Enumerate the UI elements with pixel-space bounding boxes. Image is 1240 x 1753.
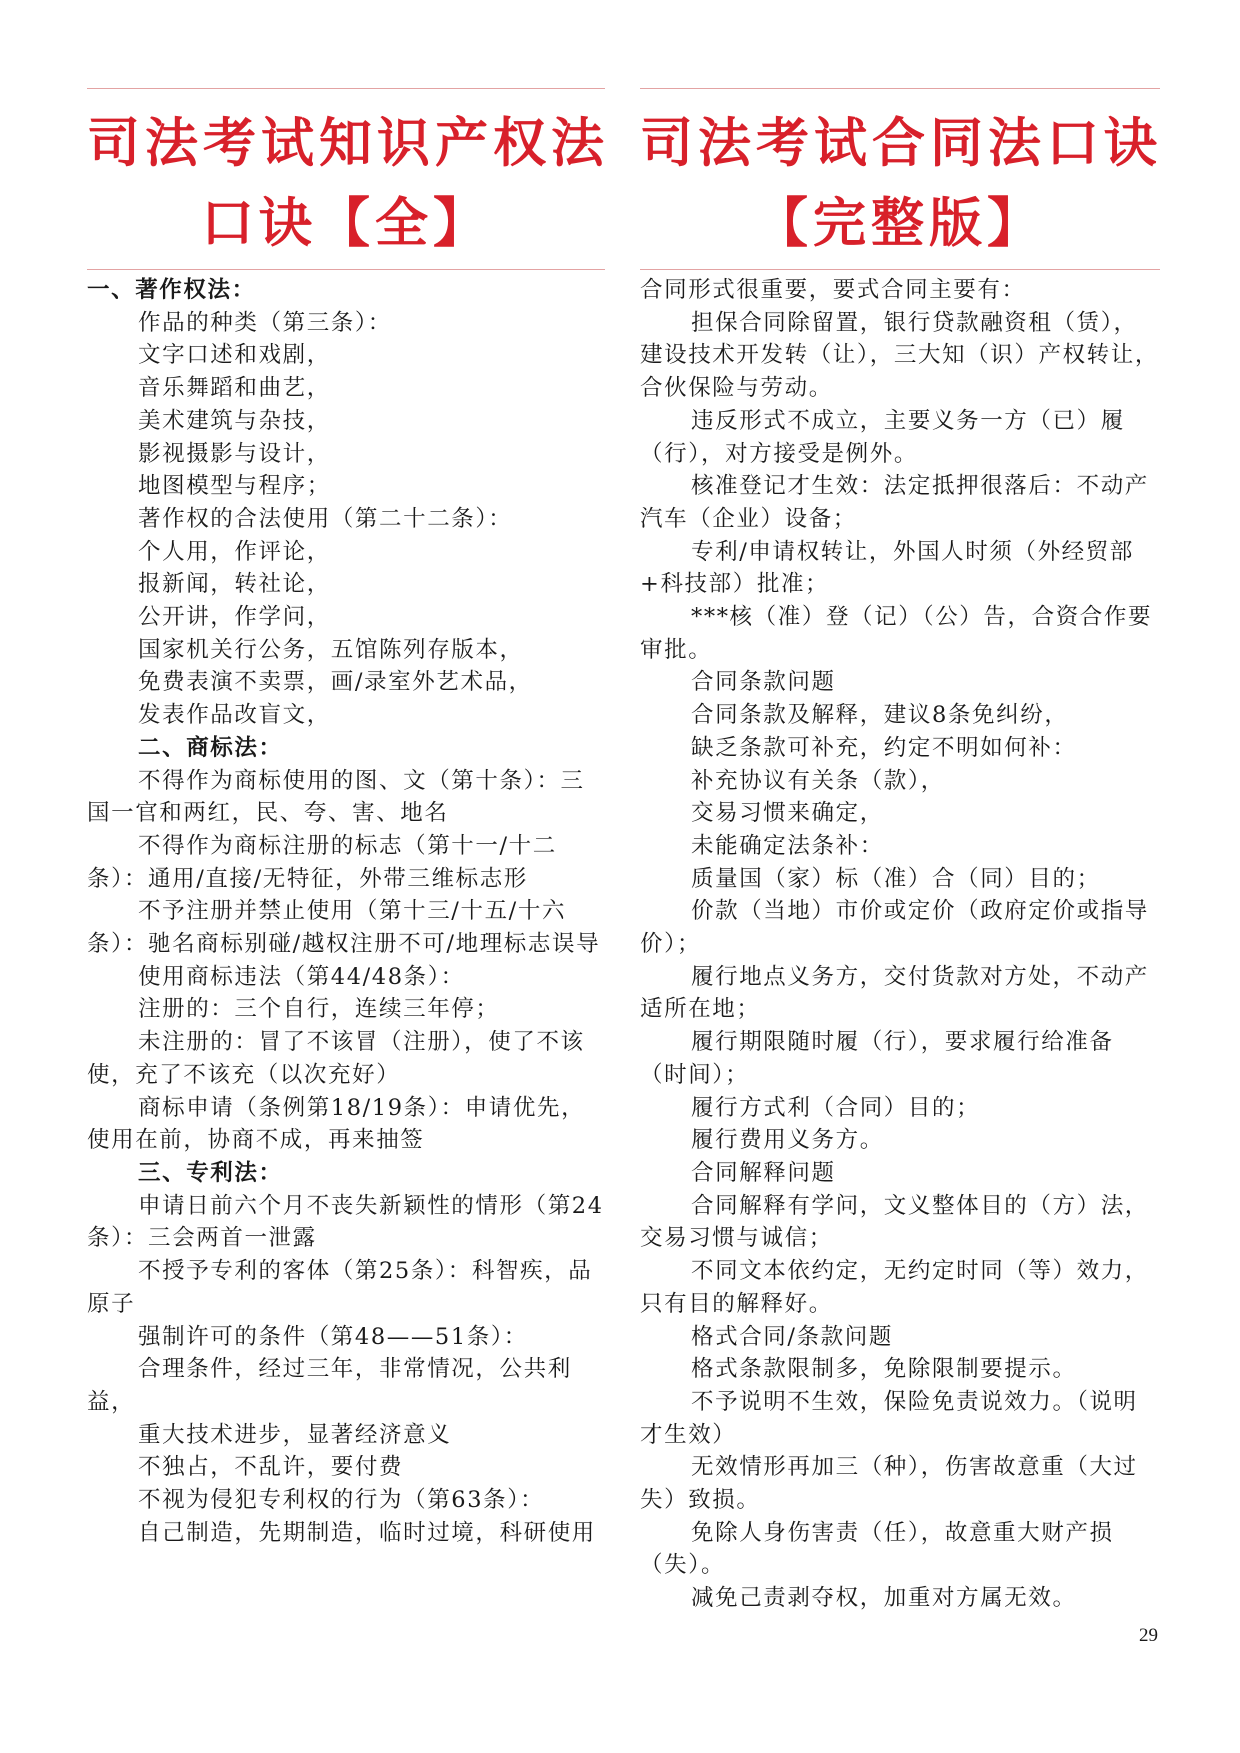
paragraph: 交易习惯来确定， — [691, 800, 884, 827]
paragraph: 免费表演不卖票，画/录室外艺术品， — [138, 669, 533, 696]
section-heading: 二、商标法： — [138, 734, 283, 761]
paragraph: 注册的：三个自行，连续三年停； — [138, 996, 500, 1023]
paragraph: 未能确定法条补： — [691, 832, 884, 859]
paragraph: 商标申请（条例第18/19条）：申请优先，使用在前，协商不成，再来抽签 — [87, 1094, 586, 1154]
paragraph: 国家机关行公务，五馆陈列存版本， — [138, 636, 524, 663]
right-title — [640, 103, 1160, 263]
paragraph: 著作权的合法使用（第二十二条）： — [138, 505, 513, 532]
paragraph: 价款（当地）市价或定价（政府定价或指导价）； — [640, 898, 1149, 958]
paragraph: 重大技术进步，显著经济意义 — [138, 1421, 452, 1448]
paragraph: 减免己责剥夺权，加重对方属无效。 — [691, 1585, 1077, 1612]
section-heading: 三、专利法： — [138, 1159, 283, 1186]
paragraph: 申请日前六个月不丧失新颖性的情形（第24条）：三会两首一泄露 — [87, 1192, 604, 1252]
paragraph: 个人用，作评论， — [138, 538, 331, 565]
paragraph: 地图模型与程序； — [138, 473, 331, 500]
paragraph: 缺乏条款可补充，约定不明如何补： — [691, 734, 1077, 761]
paragraph: 音乐舞蹈和曲艺， — [138, 375, 331, 402]
paragraph: 美术建筑与杂技， — [138, 407, 331, 434]
paragraph: 不视为侵犯专利权的行为（第63条）： — [138, 1487, 545, 1514]
left-title-line2: 口诀【全】 — [201, 192, 491, 254]
paragraph: 履行地点义务方，交付货款对方处，不动产适所在地； — [640, 963, 1149, 1023]
paragraph: 合同解释有学问，文义整体目的（方）法，交易习惯与诚信； — [640, 1192, 1149, 1252]
paragraph: 合同形式很重要，要式合同主要有： — [640, 277, 1026, 303]
paragraph: ***核（准）登（记）（公）告，合资合作要审批。 — [640, 604, 1153, 663]
paragraph: 专利/申请权转让，外国人时须（外经贸部+科技部）批准； — [640, 538, 1134, 598]
right-body — [640, 274, 1160, 1615]
paragraph: 不得作为商标使用的图、文（第十条）：三国一官和两红，民、夸、害、地名 — [87, 767, 585, 827]
right-column — [640, 88, 1160, 1615]
paragraph: 合理条件，经过三年，非常情况，公共利益， — [87, 1356, 572, 1415]
paragraph: 合同解释问题 — [691, 1159, 836, 1186]
paragraph: 履行方式利（合同）目的； — [691, 1094, 981, 1121]
paragraph: 报新闻，转社论， — [138, 571, 331, 598]
paragraph: 未注册的：冒了不该冒（注册），使了不该使，充了不该充（以次充好） — [87, 1029, 585, 1088]
paragraph: 不得作为商标注册的标志（第十一/十二条）：通用/直接/无特征，外带三维标志形 — [87, 832, 557, 892]
right-title-line1: 司法考试合同法口诀 — [640, 112, 1162, 174]
page-number: 29 — [1139, 1625, 1158, 1646]
paragraph: 不授予专利的客体（第25条）：科智疾，品原子 — [87, 1258, 593, 1317]
top-rule — [87, 88, 605, 89]
paragraph: 影视摄影与设计， — [138, 440, 331, 467]
paragraph: 使用商标违法（第44/48条）： — [138, 963, 465, 990]
paragraph: 无效情形再加三（种），伤害故意重（大过失）致损。 — [640, 1454, 1138, 1514]
left-body — [87, 274, 605, 1549]
left-title-line1: 司法考试知识产权法 — [87, 112, 609, 174]
paragraph: 履行费用义务方。 — [691, 1127, 884, 1154]
title-bottom-rule — [640, 269, 1160, 270]
paragraph: 核准登记才生效：法定抵押很落后：不动产汽车（企业）设备； — [640, 473, 1149, 532]
paragraph: 履行期限随时履（行），要求履行给准备（时间）； — [640, 1029, 1114, 1088]
paragraph: 作品的种类（第三条）： — [138, 309, 392, 336]
section-heading: 一、著作权法： — [87, 277, 256, 303]
paragraph: 合同条款问题 — [691, 669, 836, 696]
paragraph: 公开讲，作学问， — [138, 604, 331, 631]
paragraph: 格式条款限制多，免除限制要提示。 — [691, 1356, 1077, 1383]
paragraph: 担保合同除留置，银行贷款融资租（赁），建设技术开发转（让），三大知（识）产权转让，合伙保险与劳动。 — [640, 309, 1159, 402]
paragraph: 不予注册并禁止使用（第十三/十五/十六条）：驰名商标别碰/越权注册不可/地理标志误导 — [87, 898, 601, 958]
paragraph: 质量国（家）标（准）合（同）目的； — [691, 865, 1101, 892]
paragraph: 发表作品改盲文， — [138, 702, 331, 729]
paragraph: 合同条款及解释，建议8条免纠纷， — [691, 702, 1069, 729]
paragraph: 不独占，不乱许，要付费 — [138, 1454, 404, 1481]
paragraph: 格式合同/条款问题 — [691, 1323, 893, 1350]
paragraph: 自己制造，先期制造，临时过境，科研使用 — [138, 1519, 596, 1546]
paragraph: 不同文本依约定，无约定时同（等）效力，只有目的解释好。 — [640, 1258, 1149, 1317]
right-title-line2: 【完整版】 — [755, 192, 1045, 254]
left-title — [87, 103, 609, 263]
title-bottom-rule — [87, 269, 605, 270]
top-rule — [640, 88, 1160, 89]
paragraph: 违反形式不成立，主要义务一方（已）履（行），对方接受是例外。 — [640, 407, 1125, 467]
paragraph: 补充协议有关条（款）， — [691, 767, 945, 794]
paragraph: 免除人身伤害责（任），故意重大财产损（失）。 — [640, 1519, 1114, 1579]
paragraph: 强制许可的条件（第48——51条）： — [138, 1323, 528, 1350]
paragraph: 文字口述和戏剧， — [138, 342, 331, 369]
left-column — [87, 88, 609, 1549]
paragraph: 不予说明不生效，保险免责说效力。（说明才生效） — [640, 1388, 1138, 1448]
